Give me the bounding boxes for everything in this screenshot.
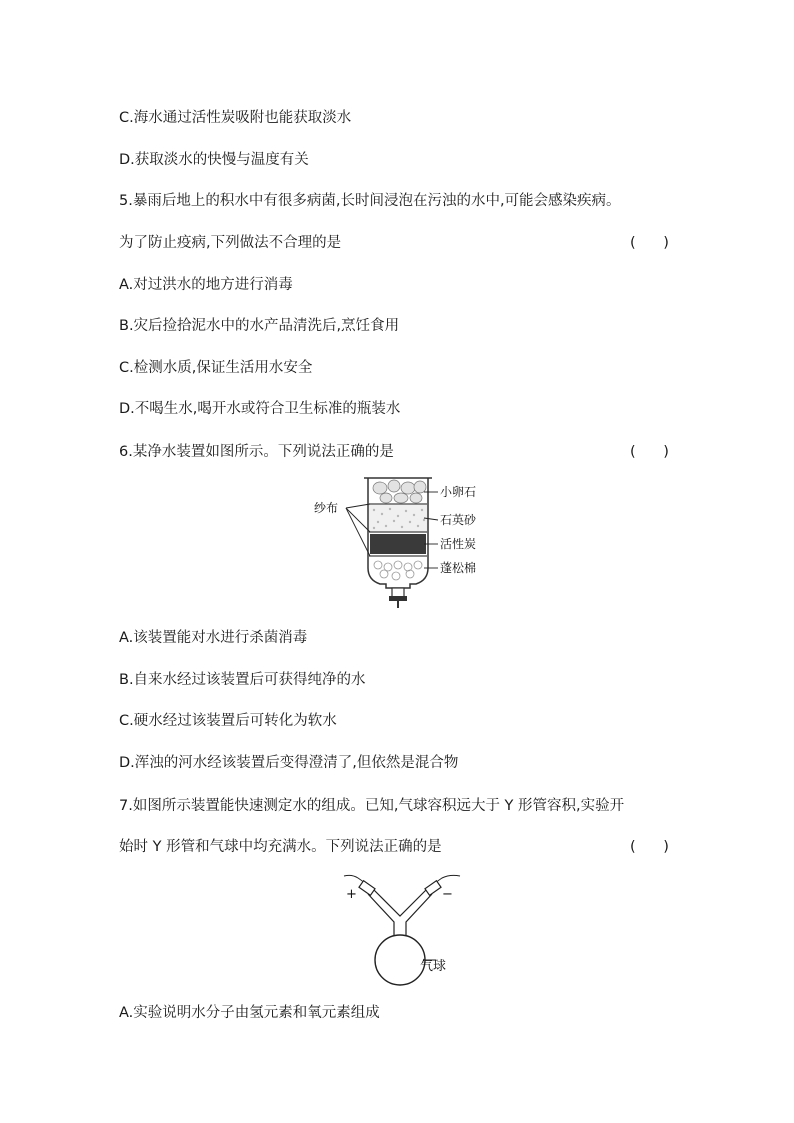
right-electrode-cap — [425, 881, 441, 896]
y-tube-figure — [330, 866, 470, 988]
quartz-sand-layer — [369, 505, 427, 532]
label-cotton: 蓬松棉 — [440, 561, 477, 575]
pebble-layer — [373, 480, 426, 503]
q6-answer-bracket: ( ) — [630, 444, 669, 460]
gauze-pointer-2 — [346, 508, 370, 532]
label-balloon: 气球 — [420, 959, 447, 974]
label-plus: + — [346, 887, 357, 902]
q5-option-c: C.检测水质,保证生活用水安全 — [119, 360, 313, 376]
y-tube-right-outer — [406, 894, 432, 938]
label-minus: − — [442, 887, 453, 902]
q6-option-b: B.自来水经过该装置后可获得纯净的水 — [119, 672, 366, 688]
q5-option-a: A.对过洪水的地方进行消毒 — [119, 277, 293, 293]
q7-stem-line-1: 7.如图所示装置能快速测定水的组成。已知,气球容积远大于 Y 形管容积,实验开 — [119, 798, 625, 814]
gauze-pointer-3 — [346, 508, 370, 556]
q4-option-d: D.获取淡水的快慢与温度有关 — [119, 152, 309, 168]
label-activated-carbon: 活性炭 — [440, 537, 477, 551]
y-tube-left-outer — [368, 894, 394, 938]
q5-answer-bracket: ( ) — [630, 235, 669, 251]
water-purifier-figure — [300, 470, 500, 610]
q6-option-a: A.该装置能对水进行杀菌消毒 — [119, 630, 308, 646]
y-tube-inner — [374, 890, 426, 916]
q5-stem-line-2: 为了防止疫病,下列做法不合理的是 — [119, 235, 342, 251]
q5-stem-line-1: 5.暴雨后地上的积水中有很多病菌,长时间浸泡在污浊的水中,可能会感染疾病。 — [119, 193, 621, 209]
q5-option-b: B.灾后捡拾泥水中的水产品清洗后,烹饪食用 — [119, 318, 400, 334]
q6-option-d: D.浑浊的河水经该装置后变得澄清了,但依然是混合物 — [119, 755, 459, 771]
label-quartz-sand: 石英砂 — [440, 513, 477, 527]
left-electrode-cap — [359, 881, 375, 896]
label-gauze: 纱布 — [314, 501, 339, 515]
q4-option-c: C.海水通过活性炭吸附也能获取淡水 — [119, 110, 352, 126]
cotton-layer — [374, 561, 422, 580]
gauze-pointer-1 — [346, 504, 370, 508]
q6-option-c: C.硬水经过该装置后可转化为软水 — [119, 713, 337, 729]
activated-carbon-layer — [370, 534, 426, 554]
balloon — [375, 935, 425, 985]
q5-option-d: D.不喝生水,喝开水或符合卫生标准的瓶装水 — [119, 401, 401, 417]
q7-option-a: A.实验说明水分子由氢元素和氧元素组成 — [119, 1005, 380, 1021]
q7-answer-bracket: ( ) — [630, 839, 669, 855]
outlet-clamp — [389, 596, 407, 601]
label-pebbles: 小卵石 — [440, 485, 477, 499]
q7-stem-line-2: 始时 Y 形管和气球中均充满水。下列说法正确的是 — [119, 839, 442, 855]
q6-stem: 6.某净水装置如图所示。下列说法正确的是 — [119, 444, 394, 460]
